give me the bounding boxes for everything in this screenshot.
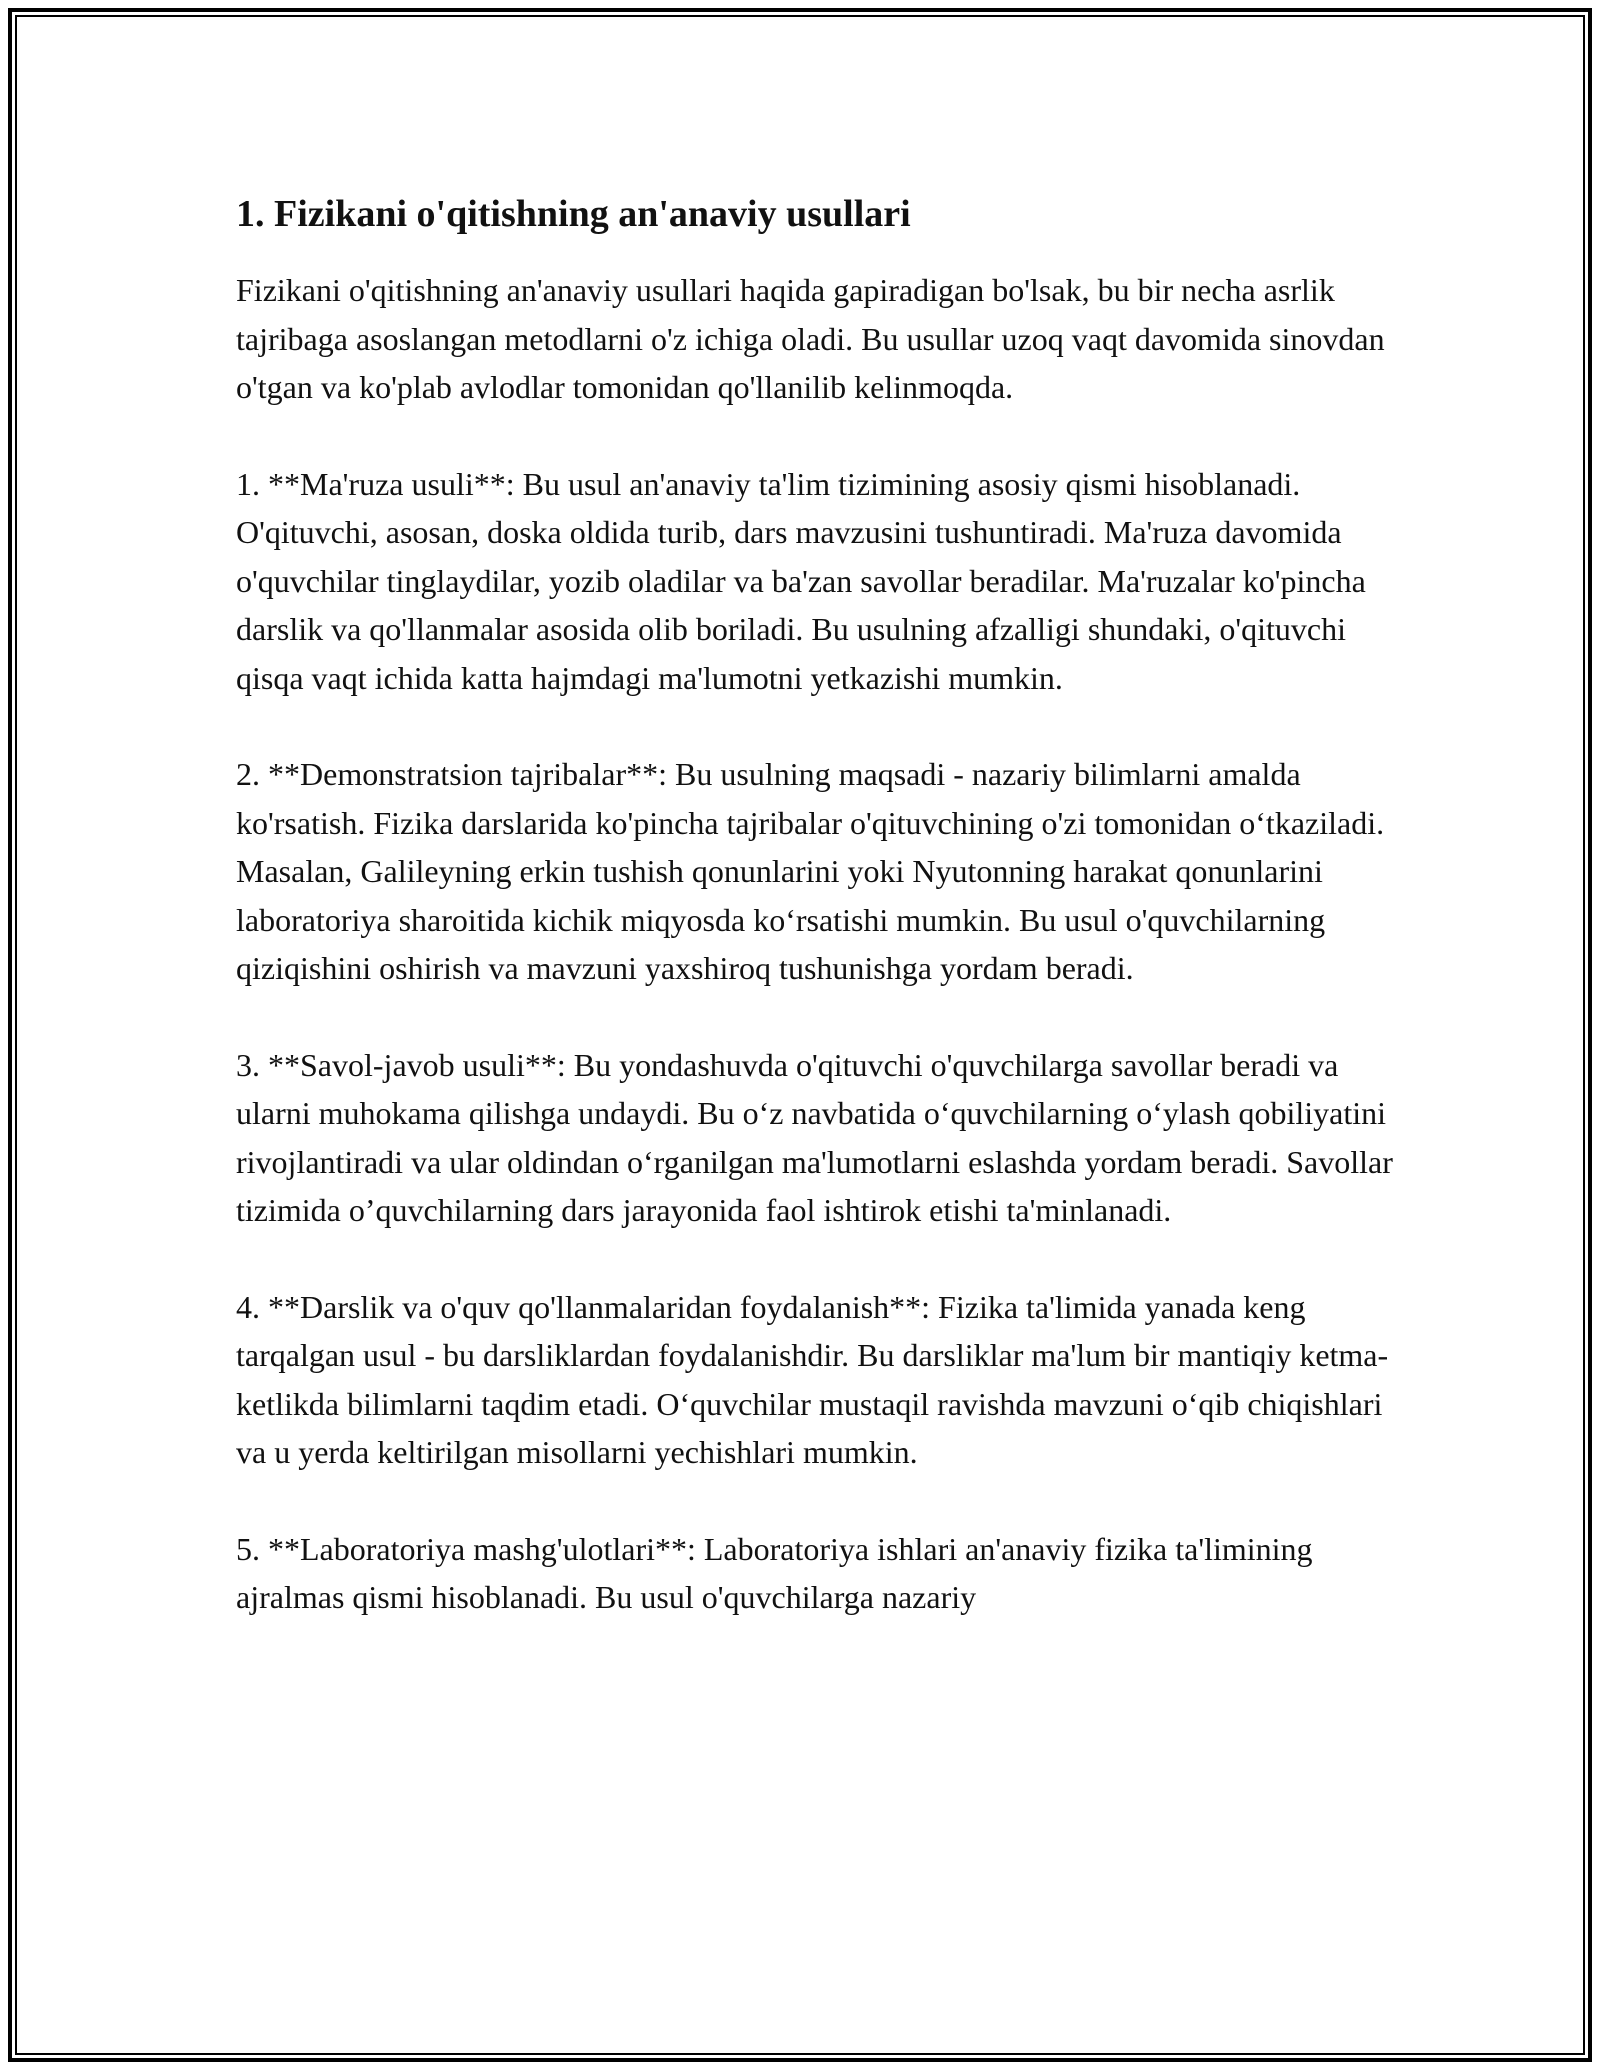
document-body [236, 186, 1396, 1670]
method-demonstration-paragraph: 2. **Demonstratsion tajribalar**: Bu usulning maqsadi - nazariy bilimlarni amalda ko'rsatish. Fizika darslarida ko'pincha tajribalar o'qituvchining o'zi tomonidan o‘tkaziladi. Masalan, Galileyning erkin tushish qonunlarini yoki Nyutonning harakat qonunlarini laboratoriya sharoitida kichik miqyosda ko‘rsatishi mumkin. Bu usul o'quvchilarning qiziqishini oshirish va mavzuni yaxshiroq tushunishga yordam beradi. [236, 756, 1385, 986]
method-lecture-paragraph: 1. **Ma'ruza usuli**: Bu usul an'anaviy ta'lim tizimining asosiy qismi hisoblanadi. O'qituvchi, asosan, doska oldida turib, dars mavzusini tushuntiradi. Ma'ruza davomida o'quvchilar tinglaydilar, yozib oladilar va ba'zan savollar beradilar. Ma'ruzalar ko'pincha darslik va qo'llanmalar asosida olib boriladi. Bu usulning afzalligi shundaki, o'qituvchi qisqa vaqt ichida katta hajmdagi ma'lumotni yetkazishi mumkin. [236, 465, 1366, 696]
method-laboratory-paragraph: 5. **Laboratoriya mashg'ulotlari**: Laboratoriya ishlari an'anaviy fizika ta'limining ajralmas qismi hisoblanadi. Bu usul o'quvchilarga nazariy [236, 1530, 1313, 1615]
method-textbook-paragraph: 4. **Darslik va o'quv qo'llanmalaridan foydalanish**: Fizika ta'limida yanada keng tarqalgan usul - bu darsliklardan foydalanishdir. Bu darsliklar ma'lum bir mantiqiy ketma-ketlikda bilimlarni taqdim etadi. O‘quvchilar mustaqil ravishda mavzuni o‘qib chiqishlari va u yerda keltirilgan misollarni yechishlari mumkin. [236, 1288, 1389, 1470]
intro-paragraph: Fizikani o'qitishning an'anaviy usullari haqida gapiradigan bo'lsak, bu bir necha asrlik tajribaga asoslangan metodlarni o'z ichiga oladi. Bu usullar uzoq vaqt davomida sinovdan o'tgan va ko'plab avlodlar tomonidan qo'llanilib kelinmoqda. [236, 272, 1385, 405]
method-question-answer-paragraph: 3. **Savol-javob usuli**: Bu yondashuvda o'qituvchi o'quvchilarga savollar beradi va ularni muhokama qilishga undaydi. Bu o‘z navbatida o‘quvchilarning o‘ylash qobiliyatini rivojlantiradi va ular oldindan o‘rganilgan ma'lumotlarni eslashda yordam beradi. Savollar tizimida o’quvchilarning dars jarayonida faol ishtirok etishi ta'minlanadi. [236, 1046, 1393, 1228]
section-heading: 1. Fizikani o'qitishning an'anaviy usullari [236, 193, 911, 235]
